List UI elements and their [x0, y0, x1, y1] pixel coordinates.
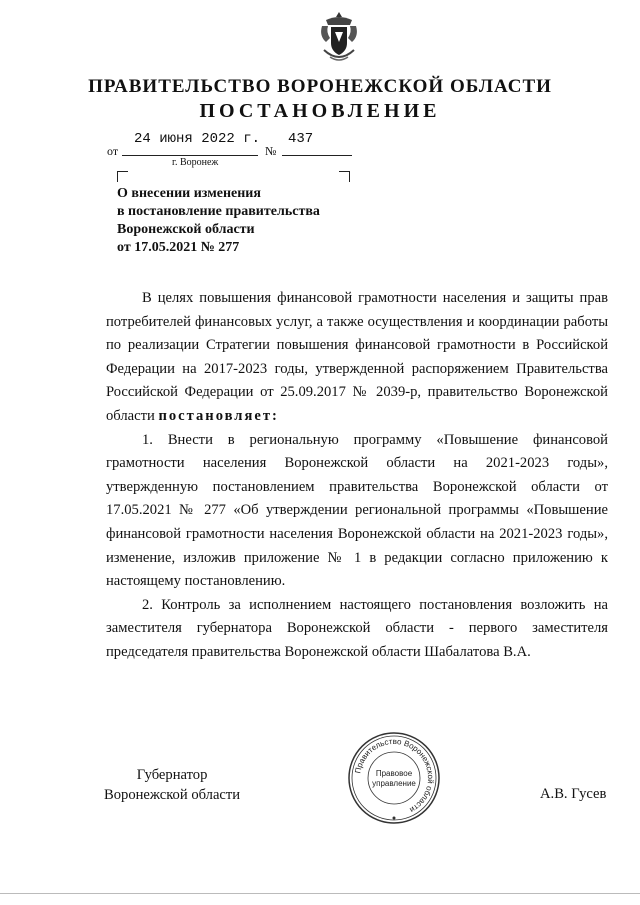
- page-bottom-rule: [0, 893, 640, 894]
- stamp-center-line: управление: [372, 779, 416, 788]
- subject-line: в постановление правительства: [117, 204, 320, 219]
- document-subject: [117, 185, 320, 257]
- city-label: г. Воронеж: [172, 157, 219, 168]
- stamp-center-line: Правовое: [375, 769, 413, 778]
- document-type: ПОСТАНОВЛЕНИЕ: [199, 100, 441, 122]
- number-underline: [282, 155, 352, 156]
- signatory-position: [104, 765, 240, 805]
- date-prefix: от: [107, 144, 119, 158]
- document-date: 24 июня 2022 г.: [134, 131, 261, 147]
- corner-right: [339, 171, 350, 182]
- item-2-paragraph: 2. Контроль за исполнением настоящего постановления возложить на заместителя губернатора Воронежской области - первого заместителя председателя правительства Воронежской области Шабалатова В.А.: [106, 596, 608, 660]
- number-prefix: №: [265, 144, 277, 158]
- document-body: [106, 287, 608, 665]
- corner-left: [117, 171, 128, 182]
- subject-line: О внесении изменения: [117, 186, 261, 201]
- position-line: Воронежской области: [104, 787, 241, 803]
- date-underline: [122, 155, 258, 156]
- stamp-ring-text: Правительство Воронежской области: [353, 736, 436, 815]
- preamble-paragraph: [106, 287, 608, 429]
- government-title: ПРАВИТЕЛЬСТВО ВОРОНЕЖСКОЙ ОБЛАСТИ: [88, 76, 552, 97]
- resolves-word: постановляет:: [158, 407, 279, 424]
- preamble-text: В целях повышения финансовой грамотности населения и защиты прав потребителей финансовых услуг, а также осуществления и координации работы по реализации Стратегии повышения финансовой грамотности в Российской Федерации на 2017-2023 годы, утвержденной распоряжением Правительства Российской Федерации от 25.09.2017 № 2039-р, правительство Воронежской области: [106, 290, 608, 424]
- subject-line: от 17.05.2021 № 277: [117, 240, 240, 255]
- official-stamp-icon: [346, 730, 442, 826]
- position-line: Губернатор: [136, 767, 208, 783]
- subject-line: Воронежской области: [117, 222, 255, 237]
- signatory-name: А.В. Гусев: [540, 786, 607, 802]
- document-number: 437: [288, 131, 314, 147]
- coat-of-arms-icon: [318, 10, 360, 66]
- item-1-paragraph: 1. Внести в региональную программу «Повышение финансовой грамотности населения Воронежской области на 2021-2023 годы», утвержденную постановлением правительства Воронежской области от 17.05.2021 № 277 «Об утверждении региональной программы «Повышение финансовой грамотности населения Воронежской области на 2021-2023 годы», изменение, изложив приложение № 1 в редакции согласно приложению к настоящему постановлению.: [106, 431, 608, 590]
